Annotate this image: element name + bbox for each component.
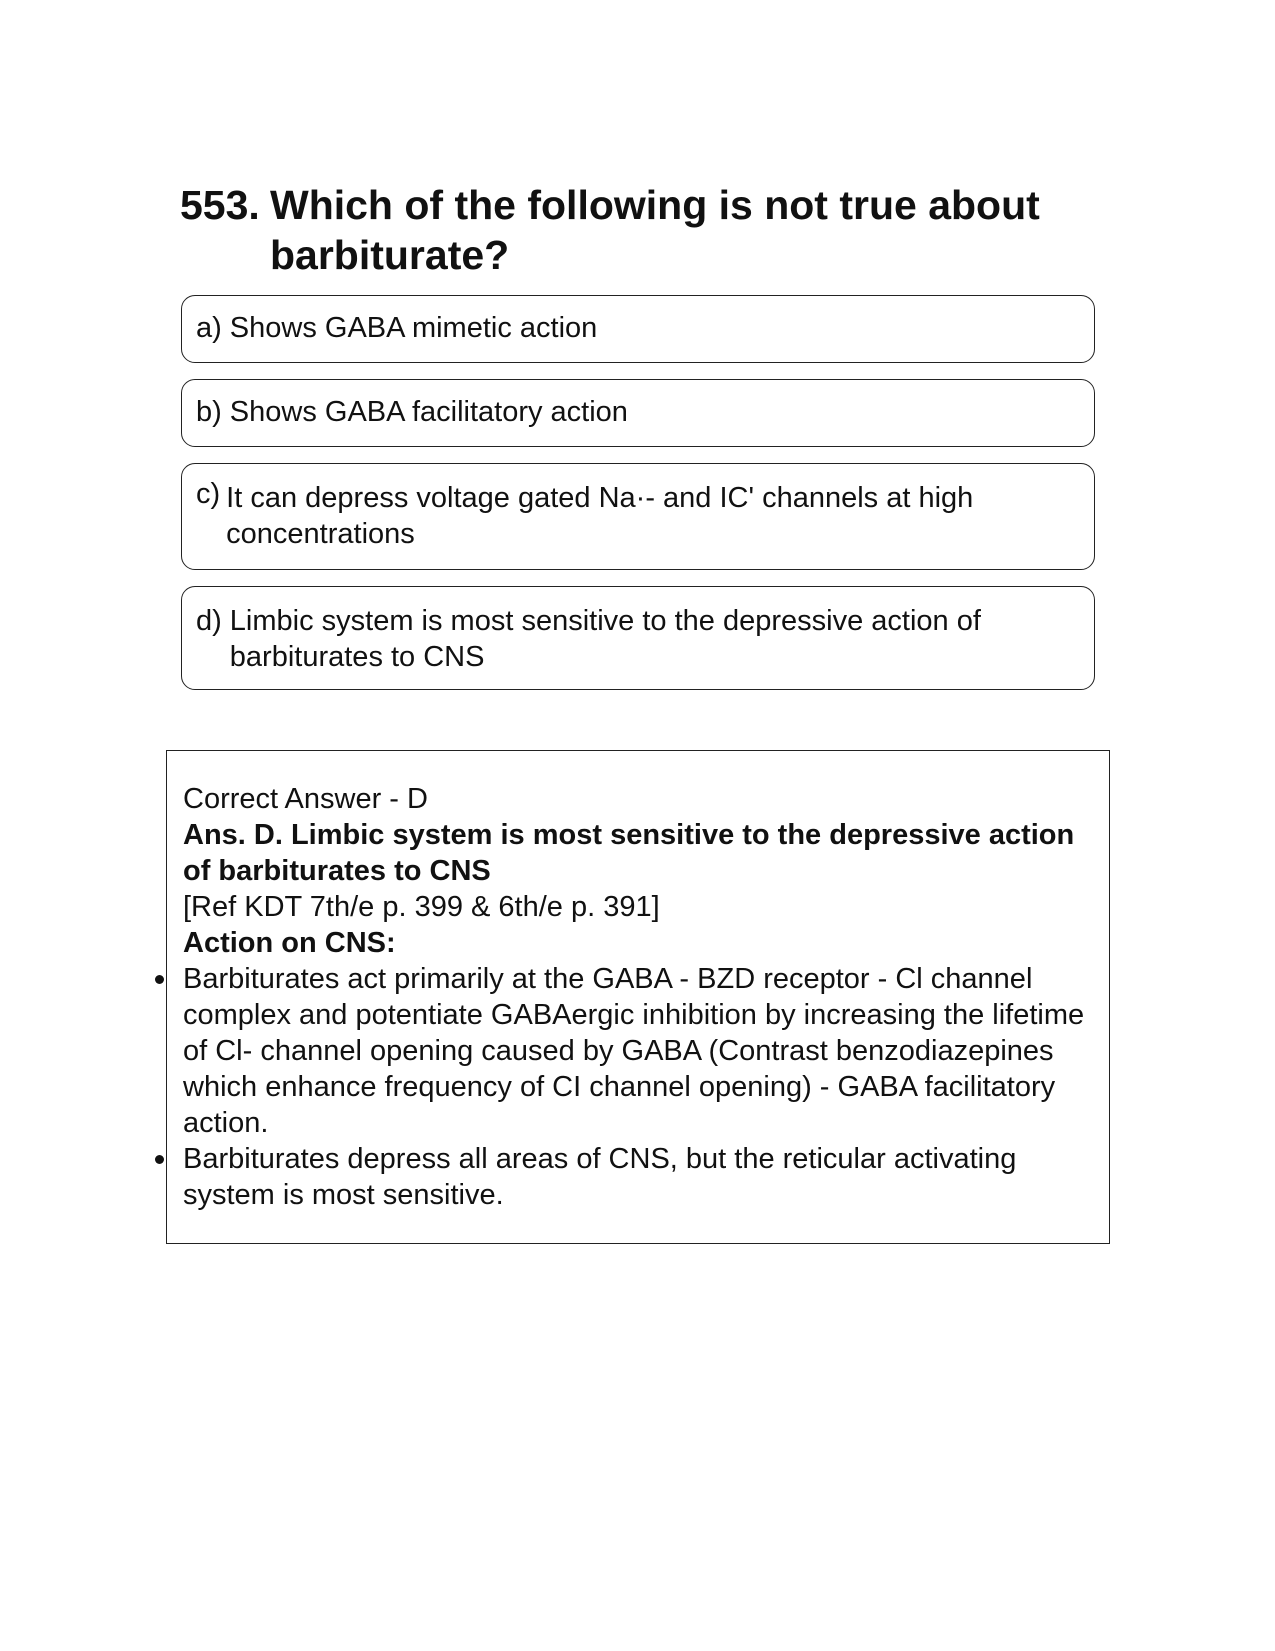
section-heading: Action on CNS: <box>183 927 396 959</box>
option-a[interactable] <box>181 295 1095 363</box>
option-text: It can depress voltage gated Na·- and IC' channels at high concentrations <box>226 482 974 550</box>
reference-citation: [Ref KDT 7th/e p. 399 & 6th/e p. 391] <box>183 891 660 923</box>
option-letter: a) <box>196 312 222 344</box>
option-letter: c) <box>196 478 221 510</box>
option-text: Shows GABA mimetic action <box>229 312 598 344</box>
question-number: 553. <box>180 182 260 228</box>
bullet-dot-icon <box>155 975 164 984</box>
option-b[interactable] <box>181 379 1095 447</box>
bullet-item <box>183 1141 1093 1213</box>
explanation-bullets <box>183 961 1093 1213</box>
bullet-text: Barbiturates act primarily at the GABA - BZD receptor - Cl channel complex and potentiate GABAergic inhibition by increasing the lifetime of Cl- channel opening caused by GABA (Contrast benzodiazepines which enhance frequency of CI channel opening) - GABA facilitatory action. <box>183 963 1085 1139</box>
bullet-item <box>183 961 1093 1141</box>
explanation-title: Ans. D. Limbic system is most sensitive to the depressive action of barbiturates to CNS <box>183 819 1075 887</box>
question-heading <box>180 180 1080 280</box>
option-letter: d) <box>196 605 222 637</box>
option-d[interactable] <box>181 586 1095 690</box>
option-text: Limbic system is most sensitive to the depressive action of barbiturates to CNS <box>229 605 981 673</box>
option-letter: b) <box>196 396 222 428</box>
correct-answer-label: Correct Answer - D <box>183 783 428 815</box>
bullet-text: Barbiturates depress all areas of CNS, but the reticular activating system is most sensitive. <box>183 1143 1017 1211</box>
bullet-dot-icon <box>155 1155 164 1164</box>
option-text: Shows GABA facilitatory action <box>229 396 628 428</box>
answer-explanation-box <box>166 750 1110 1244</box>
option-c[interactable] <box>181 463 1095 570</box>
question-text: Which of the following is not true about barbiturate? <box>270 182 1040 278</box>
